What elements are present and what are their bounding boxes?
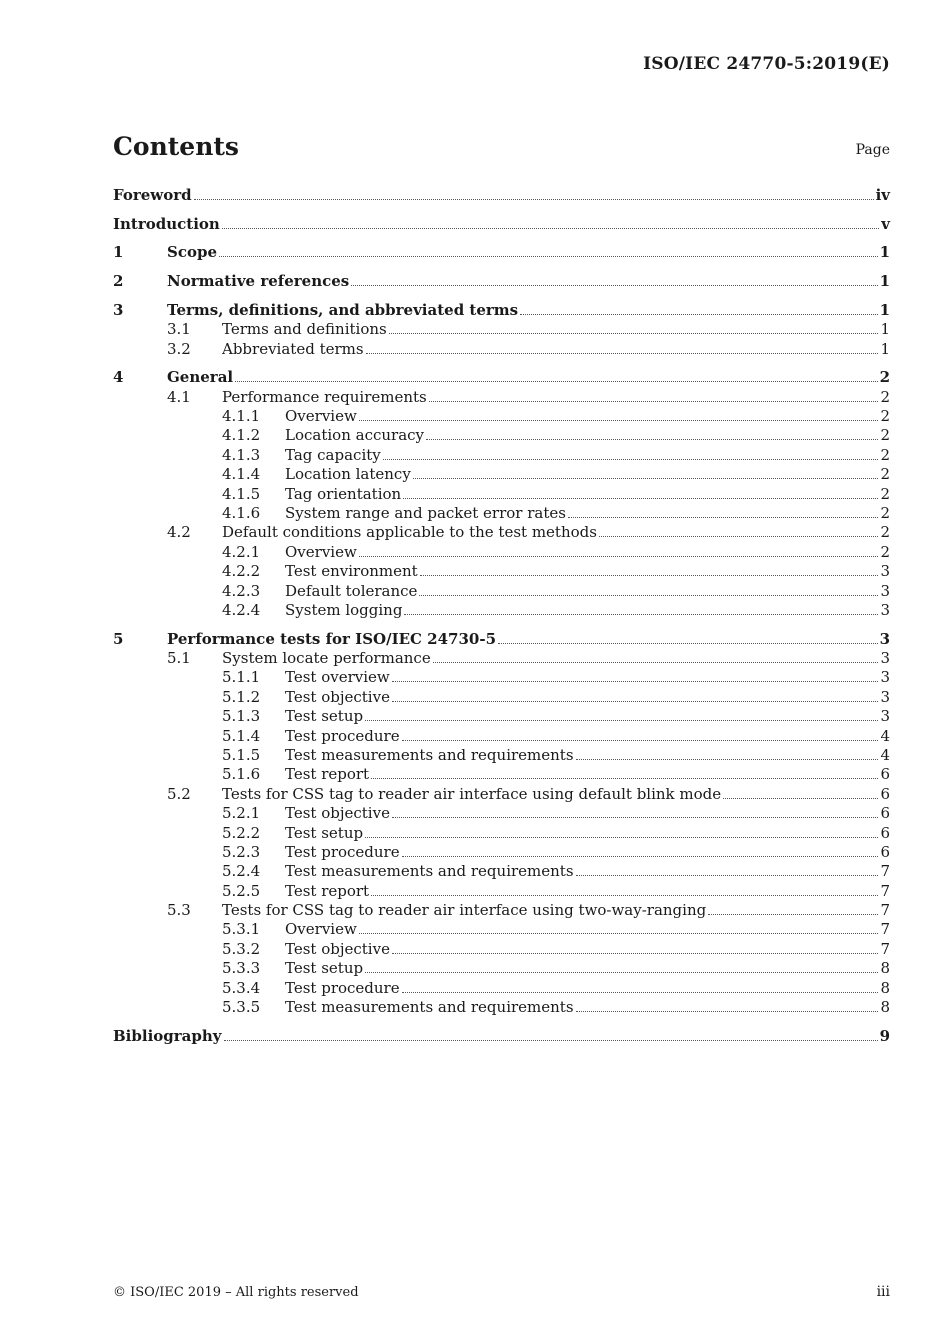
toc-entry-page: 3: [880, 648, 890, 667]
dot-leader: [219, 255, 878, 257]
toc-entry[interactable]: [113, 707, 890, 726]
toc-entry-title: Test setup: [285, 707, 364, 726]
toc-entry-page: 3: [880, 562, 890, 581]
toc-entry-title: Introduction: [113, 214, 220, 233]
toc-entry-title: Test report: [285, 881, 370, 900]
toc-entry-page: iv: [875, 186, 890, 204]
toc-entry-title: Test measurements and requirements: [285, 862, 574, 881]
toc-entry-title: Test environment: [285, 562, 418, 581]
toc-entry[interactable]: [113, 340, 890, 359]
toc-entry-page: 7: [880, 881, 890, 900]
toc-entry-number: 5.2.3: [222, 842, 261, 861]
toc-entry[interactable]: [113, 523, 890, 542]
toc-entry-title: System logging: [285, 600, 403, 619]
dot-leader: [402, 739, 879, 741]
toc-entry-page: 3: [879, 629, 890, 648]
toc-entry[interactable]: [113, 824, 890, 843]
toc-entry-page: 6: [880, 842, 890, 861]
toc-entry-line: [285, 765, 890, 784]
toc-entry[interactable]: [113, 979, 890, 998]
footer-page-number: iii: [876, 1284, 890, 1300]
footer-copyright: © ISO/IEC 2019 – All rights reserved: [113, 1285, 359, 1300]
toc-entry-line: [285, 407, 890, 426]
dot-leader: [568, 516, 879, 518]
dot-leader: [359, 419, 879, 421]
toc-entry-page: 6: [880, 804, 890, 823]
toc-entry-title: Test procedure: [285, 978, 400, 997]
toc-entry-title: Test procedure: [285, 726, 400, 745]
dot-leader: [235, 380, 877, 382]
toc-entry[interactable]: [113, 186, 890, 205]
toc-entry-number: 5.1.2: [222, 687, 261, 706]
toc-entry-line: [222, 649, 890, 668]
toc-entry-line: [222, 785, 890, 804]
toc-entry-number: 4.1.4: [222, 465, 261, 484]
document-id: ISO/IEC 24770-5:2019(E): [643, 54, 890, 74]
table-of-contents: [113, 186, 890, 1046]
dot-leader: [359, 555, 879, 557]
toc-entry-line: [167, 243, 890, 262]
toc-entry-number: 3: [113, 300, 124, 319]
toc-entry-page: 8: [880, 959, 890, 978]
toc-entry-page: 3: [880, 707, 890, 726]
toc-entry-page: 2: [880, 465, 890, 484]
toc-entry-number: 5.3: [167, 901, 191, 920]
toc-entry-title: Performance tests for ISO/IEC 24730-5: [167, 629, 497, 648]
toc-entry-page: 2: [880, 484, 890, 503]
toc-entry[interactable]: [113, 843, 890, 862]
toc-entry-line: [285, 668, 890, 687]
toc-entry[interactable]: [113, 368, 890, 387]
toc-entry[interactable]: [113, 998, 890, 1017]
dot-leader: [413, 477, 879, 479]
dot-leader: [194, 198, 874, 200]
toc-entry-title: General: [167, 368, 234, 387]
dot-leader: [708, 913, 878, 915]
toc-entry-title: Normative references: [167, 272, 350, 291]
toc-entry-page: 1: [880, 320, 890, 339]
toc-entry-line: [285, 543, 890, 562]
toc-entry-number: 5.3.1: [222, 920, 261, 939]
toc-entry-number: 4.1: [167, 387, 191, 406]
toc-entry-title: Tests for CSS tag to reader air interface using two-way-ranging: [222, 901, 707, 920]
dot-leader: [403, 497, 878, 499]
toc-entry-page: 7: [880, 939, 890, 958]
toc-entry[interactable]: [113, 1027, 890, 1046]
toc-entry-page: 7: [880, 901, 890, 920]
toc-entry-line: [285, 426, 890, 445]
toc-entry-line: [285, 746, 890, 765]
toc-entry[interactable]: [113, 485, 890, 504]
toc-entry-line: [285, 582, 890, 601]
toc-entry-title: Bibliography: [113, 1026, 222, 1045]
toc-entry-line: [285, 920, 890, 939]
toc-entry[interactable]: [113, 940, 890, 959]
toc-entry-title: Tag orientation: [285, 484, 402, 503]
toc-entry[interactable]: [113, 446, 890, 465]
dot-leader: [389, 332, 879, 334]
toc-entry-number: 5.2: [167, 784, 191, 803]
toc-entry-line: [167, 630, 890, 649]
toc-entry-line: [285, 727, 890, 746]
dot-leader: [365, 971, 878, 973]
toc-entry-number: 4.1.2: [222, 426, 261, 445]
toc-entry-page: 2: [880, 387, 890, 406]
toc-entry-page: 3: [880, 687, 890, 706]
toc-entry-number: 5.1.1: [222, 668, 261, 687]
toc-entry-page: 8: [880, 998, 890, 1017]
toc-entry-line: [167, 368, 890, 387]
toc-entry-line: [167, 272, 890, 291]
toc-entry-number: 2: [113, 272, 124, 291]
dot-leader: [359, 932, 879, 934]
toc-entry-page: 1: [879, 272, 890, 291]
toc-entry-title: Tag capacity: [285, 445, 381, 464]
toc-entry-number: 5.1: [167, 648, 191, 667]
toc-entry-title: Location accuracy: [285, 426, 425, 445]
toc-entry[interactable]: [113, 320, 890, 339]
dot-leader: [365, 836, 878, 838]
toc-entry-number: 5.1.6: [222, 765, 261, 784]
dot-leader: [576, 758, 879, 760]
toc-entry-number: 4.1.5: [222, 484, 261, 503]
toc-entry[interactable]: [113, 901, 890, 920]
toc-entry-number: 5.1.5: [222, 745, 261, 764]
toc-entry-page: 1: [879, 243, 890, 262]
toc-entry-page: 6: [880, 823, 890, 842]
toc-entry[interactable]: [113, 215, 890, 234]
toc-entry-title: Overview: [285, 407, 357, 425]
toc-entry-title: Scope: [167, 243, 218, 262]
toc-entry-number: 5.3.2: [222, 939, 261, 958]
dot-leader: [402, 855, 879, 857]
toc-entry[interactable]: [113, 388, 890, 407]
toc-entry-title: Test measurements and requirements: [285, 998, 574, 1017]
dot-leader: [392, 816, 879, 818]
toc-entry-number: 3.2: [167, 339, 191, 358]
toc-entry-page: 2: [880, 523, 890, 542]
toc-entry-page: 8: [880, 978, 890, 997]
contents-heading: Contents: [113, 132, 240, 161]
dot-leader: [520, 313, 877, 315]
dot-leader: [576, 1010, 879, 1012]
toc-entry[interactable]: [113, 601, 890, 620]
dot-leader: [366, 352, 879, 354]
dot-leader: [222, 227, 879, 229]
toc-entry-title: Location latency: [285, 465, 411, 484]
dot-leader: [365, 719, 878, 721]
toc-entry-number: 5.2.4: [222, 862, 261, 881]
toc-entry-number: 4.2.1: [222, 542, 261, 561]
toc-entry-line: [285, 843, 890, 862]
toc-entry-page: 7: [880, 920, 890, 939]
toc-entry[interactable]: [113, 582, 890, 601]
toc-entry[interactable]: [113, 649, 890, 668]
toc-entry-page: v: [881, 214, 890, 233]
toc-entry-number: 5.2.5: [222, 881, 261, 900]
dot-leader: [402, 991, 879, 993]
toc-entry-page: 3: [880, 581, 890, 600]
toc-entry[interactable]: [113, 543, 890, 562]
toc-entry-page: 6: [880, 765, 890, 784]
toc-entry-title: System locate performance: [222, 648, 431, 667]
toc-entry-title: Test setup: [285, 823, 364, 842]
toc-entry-line: [285, 504, 890, 523]
toc-entry-line: [113, 1027, 890, 1046]
toc-entry-page: 1: [880, 339, 890, 358]
toc-entry-title: Abbreviated terms: [222, 339, 364, 358]
toc-entry-number: 4.2.3: [222, 581, 261, 600]
toc-entry[interactable]: [113, 920, 890, 939]
toc-entry-number: 5.1.3: [222, 707, 261, 726]
toc-entry[interactable]: [113, 765, 890, 784]
toc-entry-page: 2: [880, 426, 890, 445]
dot-leader: [420, 574, 879, 576]
toc-entry-line: [285, 707, 890, 726]
dot-leader: [429, 400, 879, 402]
toc-entry[interactable]: [113, 746, 890, 765]
toc-entry-number: 4: [113, 368, 124, 387]
toc-entry-title: Test report: [285, 765, 370, 784]
toc-entry-line: [285, 824, 890, 843]
toc-entry[interactable]: [113, 301, 890, 320]
toc-entry-page: 7: [880, 862, 890, 881]
dot-leader: [433, 661, 879, 663]
dot-leader: [371, 894, 878, 896]
dot-leader: [371, 777, 878, 779]
toc-entry-number: 5.1.4: [222, 726, 261, 745]
toc-entry-line: [285, 562, 890, 581]
toc-entry-number: 4.1.1: [222, 407, 261, 425]
toc-entry-title: Tests for CSS tag to reader air interface using default blink mode: [222, 784, 722, 803]
toc-entry-number: 5.3.5: [222, 998, 261, 1017]
toc-entry-line: [285, 862, 890, 881]
toc-entry-title: System range and packet error rates: [285, 503, 566, 522]
toc-entry-line: [222, 320, 890, 339]
toc-entry-line: [285, 465, 890, 484]
toc-entry-page: 2: [880, 503, 890, 522]
toc-entry-title: Overview: [285, 920, 357, 939]
toc-entry[interactable]: [113, 504, 890, 523]
toc-entry-page: 9: [879, 1026, 890, 1045]
toc-entry-line: [285, 998, 890, 1017]
toc-entry-number: 5.2.2: [222, 823, 261, 842]
toc-entry-line: [285, 940, 890, 959]
toc-entry-page: 2: [880, 445, 890, 464]
dot-leader: [351, 284, 877, 286]
dot-leader: [404, 613, 878, 615]
toc-entry-title: Test objective: [285, 804, 390, 823]
toc-entry-page: 3: [880, 600, 890, 619]
toc-entry-number: 5.3.3: [222, 959, 261, 978]
toc-entry-title: Terms and definitions: [222, 320, 387, 339]
toc-entry-line: [113, 215, 890, 234]
toc-entry[interactable]: [113, 785, 890, 804]
toc-entry-number: 4.2.2: [222, 562, 261, 581]
toc-entry-line: [222, 523, 890, 542]
toc-entry-line: [222, 340, 890, 359]
toc-entry[interactable]: [113, 688, 890, 707]
toc-entry-number: 5: [113, 629, 124, 648]
toc-entry[interactable]: [113, 426, 890, 445]
dot-leader: [723, 797, 878, 799]
toc-entry-page: 2: [880, 542, 890, 561]
toc-entry-page: 3: [880, 668, 890, 687]
dot-leader: [576, 874, 879, 876]
dot-leader: [392, 700, 879, 702]
toc-entry-title: Test objective: [285, 939, 390, 958]
toc-entry-title: Overview: [285, 542, 357, 561]
toc-entry[interactable]: [113, 959, 890, 978]
dot-leader: [599, 535, 879, 537]
toc-entry[interactable]: [113, 630, 890, 649]
toc-entry-number: 3.1: [167, 320, 191, 339]
toc-entry-title: Test procedure: [285, 842, 400, 861]
toc-entry-title: Test setup: [285, 959, 364, 978]
toc-entry[interactable]: [113, 882, 890, 901]
toc-entry-page: 2: [879, 368, 890, 387]
toc-entry-title: Performance requirements: [222, 387, 427, 406]
toc-entry-title: Test measurements and requirements: [285, 745, 574, 764]
toc-entry-line: [113, 186, 890, 205]
dot-leader: [383, 458, 879, 460]
toc-entry[interactable]: [113, 668, 890, 687]
dot-leader: [498, 642, 878, 644]
toc-entry-number: 4.1.6: [222, 503, 261, 522]
toc-entry-title: Test objective: [285, 687, 390, 706]
toc-entry[interactable]: [113, 465, 890, 484]
toc-entry-line: [222, 388, 890, 407]
toc-entry-page: 4: [880, 745, 890, 764]
toc-entry-line: [285, 882, 890, 901]
toc-entry-line: [285, 446, 890, 465]
toc-entry-line: [285, 601, 890, 620]
toc-entry-number: 1: [113, 243, 124, 262]
toc-entry-title: Test overview: [285, 668, 390, 687]
toc-entry[interactable]: [113, 562, 890, 581]
toc-entry-page: 4: [880, 726, 890, 745]
dot-leader: [426, 438, 878, 440]
toc-entry-number: 4.2: [167, 523, 191, 542]
toc-entry[interactable]: [113, 243, 890, 262]
toc-entry[interactable]: [113, 272, 890, 291]
toc-entry-title: Terms, definitions, and abbreviated terms: [167, 300, 519, 319]
dot-leader: [224, 1039, 878, 1041]
toc-entry-title: Default tolerance: [285, 581, 418, 600]
toc-entry-line: [285, 804, 890, 823]
toc-entry-line: [167, 301, 890, 320]
toc-entry-line: [285, 979, 890, 998]
toc-entry-line: [285, 959, 890, 978]
toc-entry-line: [285, 688, 890, 707]
toc-entry-number: 4.1.3: [222, 445, 261, 464]
toc-entry[interactable]: [113, 727, 890, 746]
dot-leader: [419, 594, 878, 596]
toc-entry-page: 6: [880, 784, 890, 803]
toc-entry-number: 5.3.4: [222, 978, 261, 997]
toc-entry-title: Foreword: [113, 186, 192, 204]
toc-entry-title: Default conditions applicable to the test methods: [222, 523, 597, 542]
toc-entry[interactable]: [113, 862, 890, 881]
toc-entry-page: 2: [880, 407, 890, 425]
dot-leader: [392, 680, 879, 682]
toc-entry-number: 5.2.1: [222, 804, 261, 823]
page-column-label: Page: [855, 142, 890, 158]
toc-entry-line: [285, 485, 890, 504]
toc-entry-number: 4.2.4: [222, 600, 261, 619]
toc-entry-page: 1: [879, 300, 890, 319]
toc-entry-line: [222, 901, 890, 920]
toc-entry[interactable]: [113, 804, 890, 823]
dot-leader: [392, 952, 879, 954]
toc-entry[interactable]: [113, 407, 890, 426]
